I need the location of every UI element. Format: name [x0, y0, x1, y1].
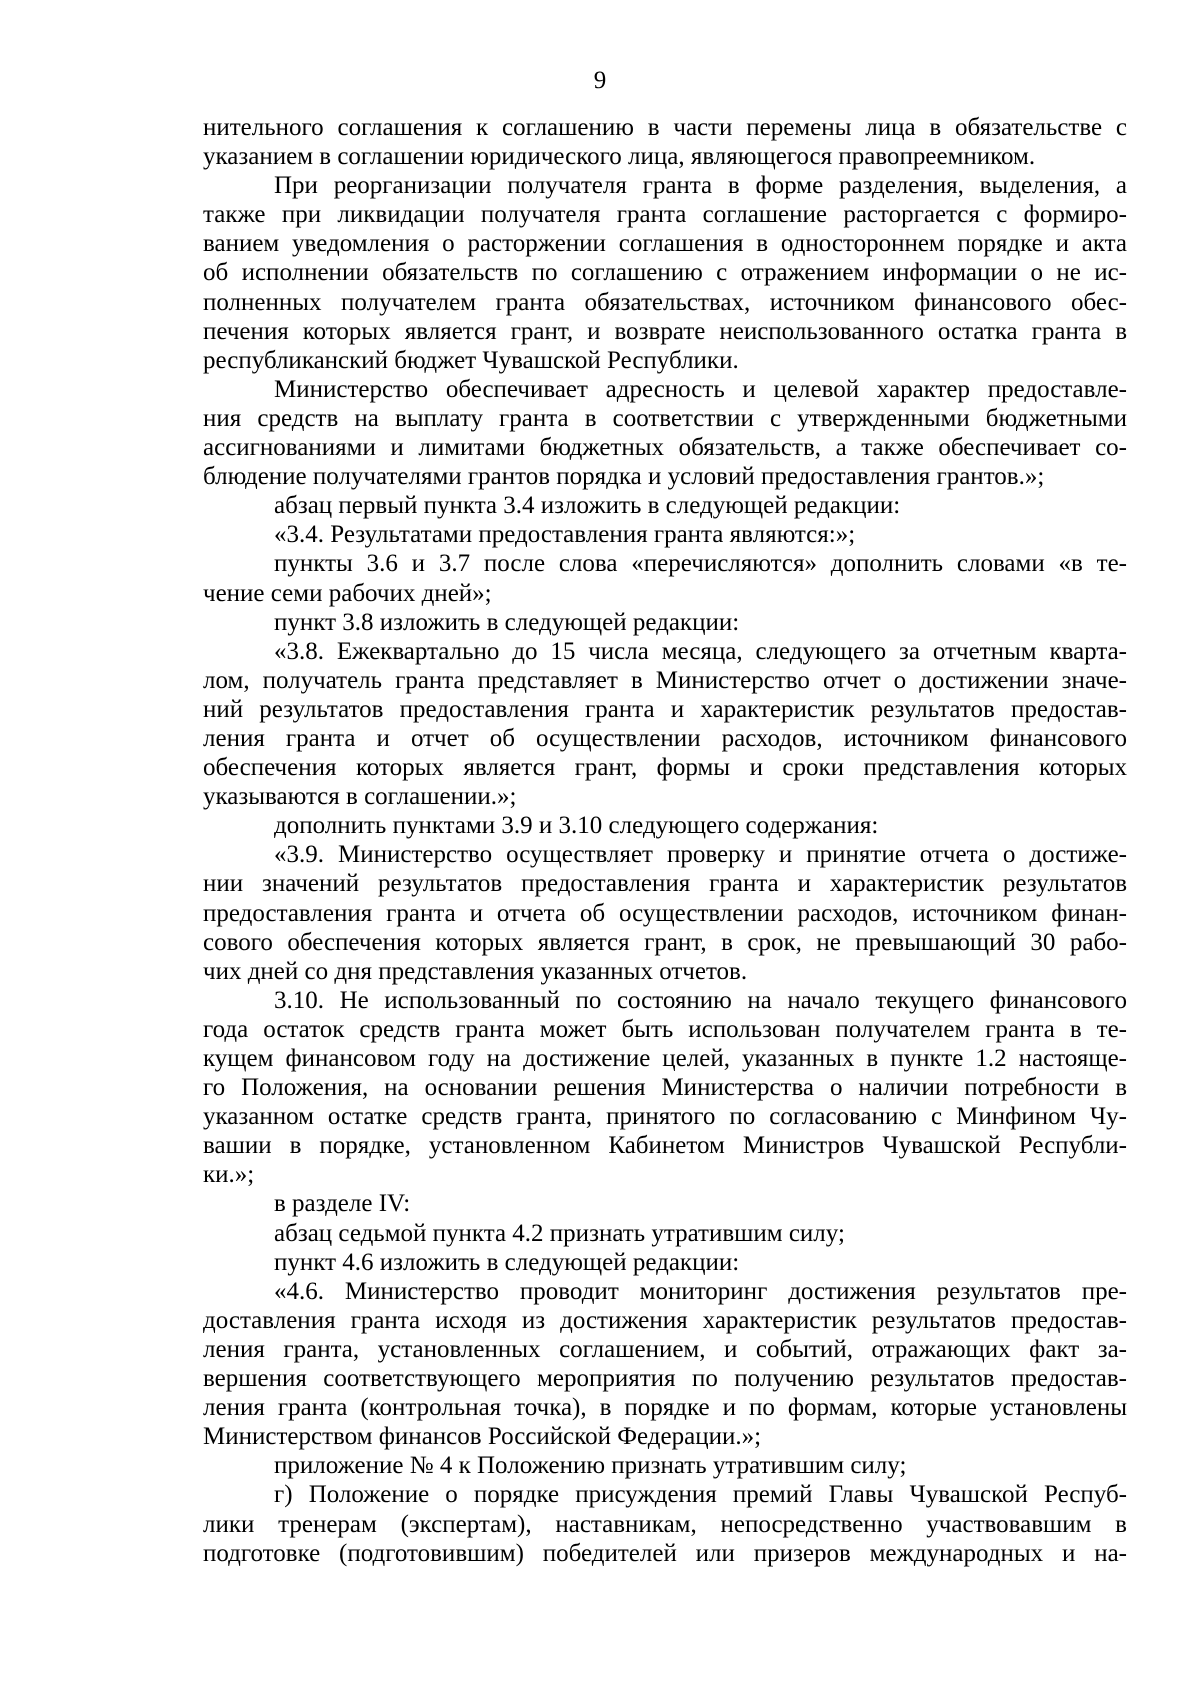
text-line: абзац седьмой пункта 4.2 признать утратившим силу;	[274, 1219, 845, 1247]
text-line: ний результатов предоставления гранта и характеристик результатов предостав-	[203, 695, 1127, 723]
text-line: ления гранта (контрольная точка), в порядке и по формам, которые установлены	[203, 1394, 1127, 1422]
text-line: пункт 4.6 изложить в следующей редакции:	[274, 1248, 740, 1276]
document-body	[203, 113, 1127, 1568]
text-line: указываются в соглашении.»;	[203, 783, 517, 811]
text-line: также при ликвидации получателя гранта соглашение расторгается с формиро-	[203, 201, 1127, 229]
text-line: дополнить пунктами 3.9 и 3.10 следующего содержания:	[274, 812, 879, 840]
text-line: лики тренерам (экспертам), наставникам, непосредственно участвовавшим в	[203, 1510, 1127, 1538]
text-line: печения которых является грант, и возврате неиспользованного остатка гранта в	[203, 317, 1127, 345]
text-line: 3.10. Не использованный по состоянию на начало текущего финансового	[274, 986, 1127, 1014]
text-line: нительного соглашения к соглашению в части перемены лица в обязательстве с	[203, 114, 1127, 141]
text-line: ления гранта и отчет об осуществлении расходов, источником финансового	[203, 724, 1127, 752]
text-line: чих дней со дня представления указанных отчетов.	[203, 957, 748, 985]
text-line: доставления гранта исходя из достижения характеристик результатов предостав-	[203, 1306, 1127, 1334]
text-line: в разделе IV:	[274, 1190, 411, 1218]
text-line: абзац первый пункта 3.4 изложить в следующей редакции:	[274, 492, 901, 520]
page-number: 9	[593, 67, 607, 94]
text-line: подготовке (подготовившим) победителей или призеров международных и на-	[203, 1539, 1127, 1567]
text-line: приложение № 4 к Положению признать утратившим силу;	[274, 1452, 907, 1480]
text-line: обеспечения которых является грант, формы и сроки представления которых	[203, 754, 1127, 782]
text-line: «4.6. Министерство проводит мониторинг достижения результатов пре-	[274, 1277, 1127, 1305]
text-line: республиканский бюджет Чувашской Республики.	[203, 346, 739, 374]
text-line: ния средств на выплату гранта в соответствии с утвержденными бюджетными	[203, 404, 1127, 432]
text-line: вершения соответствующего мероприятия по получению результатов предостав-	[203, 1365, 1127, 1393]
text-line: предоставления гранта и отчета об осуществлении расходов, источником финан-	[203, 899, 1127, 927]
text-line: Министерством финансов Российской Федерации.»;	[203, 1423, 762, 1451]
text-line: ления гранта, установленных соглашением, и событий, отражающих факт за-	[203, 1335, 1127, 1363]
text-line: ки.»;	[203, 1161, 255, 1189]
text-line: указанием в соглашении юридического лица, являющегося правопреемником.	[203, 143, 1036, 171]
text-line: ванием уведомления о расторжении соглашения в одностороннем порядке и акта	[203, 230, 1127, 258]
text-line: нии значений результатов предоставления гранта и характеристик результатов	[203, 870, 1127, 898]
text-line: сового обеспечения которых является грант, в срок, не превышающий 30 рабо-	[203, 928, 1127, 956]
text-line: го Положения, на основании решения Министерства о наличии потребности в	[203, 1074, 1127, 1102]
text-line: указанном остатке средств гранта, принятого по согласованию с Минфином Чу-	[203, 1103, 1127, 1131]
text-line: «3.9. Министерство осуществляет проверку и принятие отчета о достиже-	[274, 841, 1127, 869]
text-line: вашии в порядке, установленном Кабинетом Министров Чувашской Республи-	[203, 1132, 1127, 1160]
text-line: кущем финансовом году на достижение целей, указанных в пункте 1.2 настояще-	[203, 1045, 1127, 1072]
text-line: пункты 3.6 и 3.7 после слова «перечисляются» дополнить словами «в те-	[274, 550, 1127, 578]
text-line: «3.8. Ежеквартально до 15 числа месяца, следующего за отчетным кварта-	[274, 637, 1127, 665]
text-line: При реорганизации получателя гранта в форме разделения, выделения, а	[274, 172, 1127, 200]
text-line: года остаток средств гранта может быть использован получателем гранта в те-	[203, 1015, 1127, 1043]
text-line: лом, получатель гранта представляет в Министерство отчет о достижении значе-	[203, 666, 1127, 694]
text-line: об исполнении обязательств по соглашению с отражением информации о не ис-	[203, 259, 1127, 287]
text-line: Министерство обеспечивает адресность и целевой характер предоставле-	[274, 375, 1127, 403]
text-line: г) Положение о порядке присуждения премий Главы Чувашской Респуб-	[274, 1481, 1127, 1509]
text-line: блюдение получателями грантов порядка и условий предоставления грантов.»;	[203, 463, 1045, 491]
text-line: пункт 3.8 изложить в следующей редакции:	[274, 608, 740, 636]
text-line: чение семи рабочих дней»;	[203, 579, 492, 607]
text-line: полненных получателем гранта обязательствах, источником финансового обес-	[203, 288, 1127, 316]
text-line: ассигнованиями и лимитами бюджетных обязательств, а также обеспечивает со-	[203, 434, 1127, 462]
text-line: «3.4. Результатами предоставления гранта являются:»;	[274, 521, 856, 549]
